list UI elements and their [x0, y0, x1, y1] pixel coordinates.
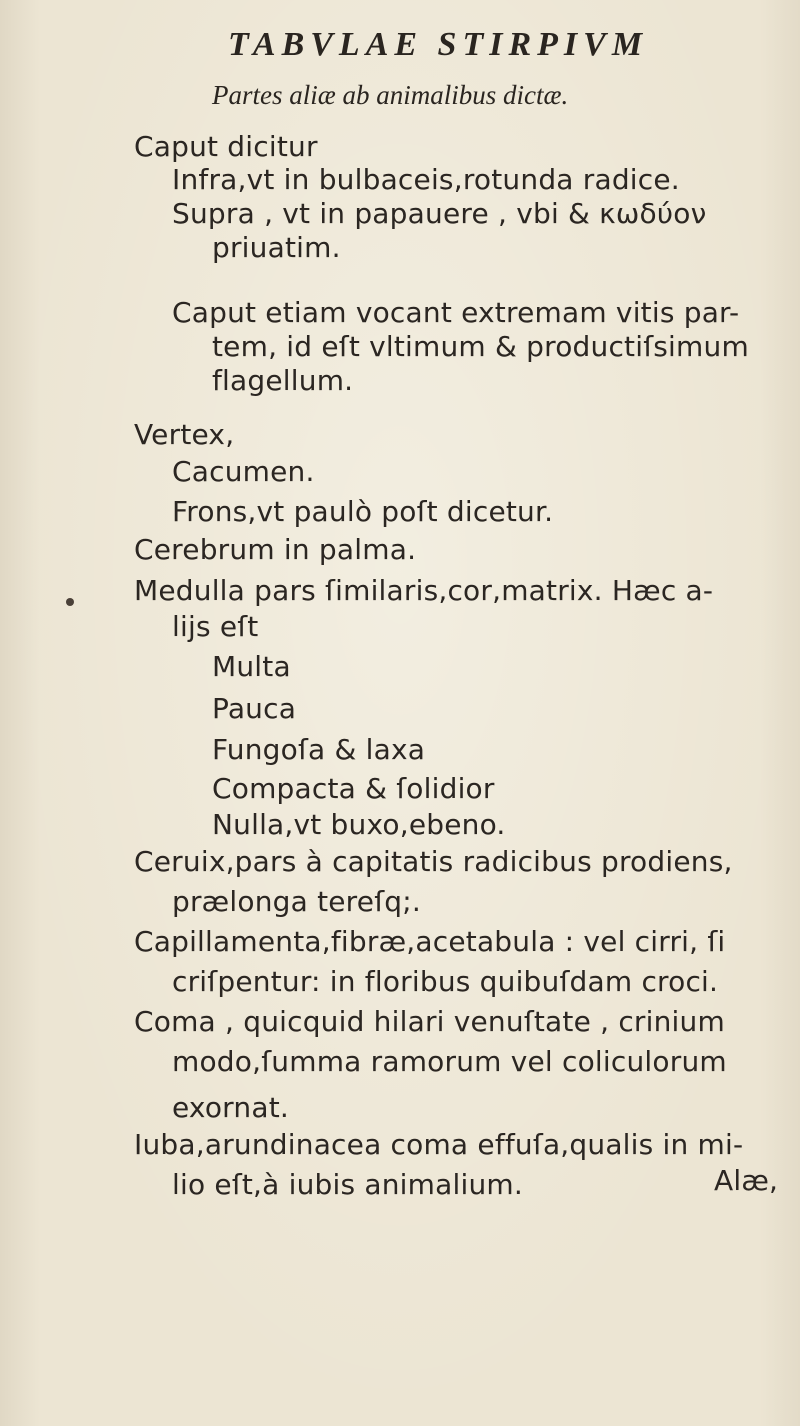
ink-spot [66, 598, 74, 606]
section-subhead: Partes aliæ ab animalibus dictæ. [212, 80, 569, 110]
text-line: Iuba,arundinacea coma effuſa,qualis in mi- [134, 1128, 744, 1161]
text-line: lijs eſt [172, 610, 259, 643]
running-head: TABVLAE STIRPIVM [228, 26, 649, 63]
text-line: prælonga tereſq;. [172, 885, 421, 918]
text-line: criſpentur: in floribus quibuſdam croci. [172, 965, 719, 998]
text-line: Infra,vt in bulbaceis,rotunda radice. [172, 163, 680, 196]
text-line: priuatim. [212, 231, 341, 264]
text-line: Pauca [212, 692, 297, 725]
text-line: Multa [212, 650, 291, 683]
text-line: Fungoſa & laxa [212, 733, 426, 766]
text-line: Cerebrum in palma. [134, 533, 417, 566]
text-line: Capillamenta,fibræ,acetabula : vel cirri, ſi [134, 925, 726, 958]
text-line: Caput etiam vocant extremam vitis par- [172, 296, 740, 329]
text-line: modo,ſumma ramorum vel coliculorum [172, 1045, 727, 1078]
text-line: Caput dicitur [134, 130, 318, 163]
text-line: Vertex, [134, 418, 235, 451]
text-line: exornat. [172, 1091, 289, 1124]
text-line: Medulla pars ſimilaris,cor,matrix. Hæc a- [134, 574, 714, 607]
text-line: Compacta & ſolidior [212, 772, 495, 805]
text-line: Ceruix,pars à capitatis radicibus prodiens, [134, 845, 733, 878]
text-line: Frons,vt paulò poſt dicetur. [172, 495, 554, 528]
text-line: tem, id eſt vltimum & productiſsimum [212, 330, 749, 363]
text-line: lio eſt,à iubis animalium. [172, 1168, 523, 1201]
text-line: Nulla,vt buxo,ebeno. [212, 808, 506, 841]
text-line: Coma , quicquid hilari venuſtate , crinium [134, 1005, 725, 1038]
text-line: flagellum. [212, 364, 354, 397]
catchword: Alæ, [714, 1164, 779, 1197]
text-line: Supra , vt in papauere , vbi & κωδύον [172, 197, 707, 230]
text-line: Cacumen. [172, 455, 315, 488]
